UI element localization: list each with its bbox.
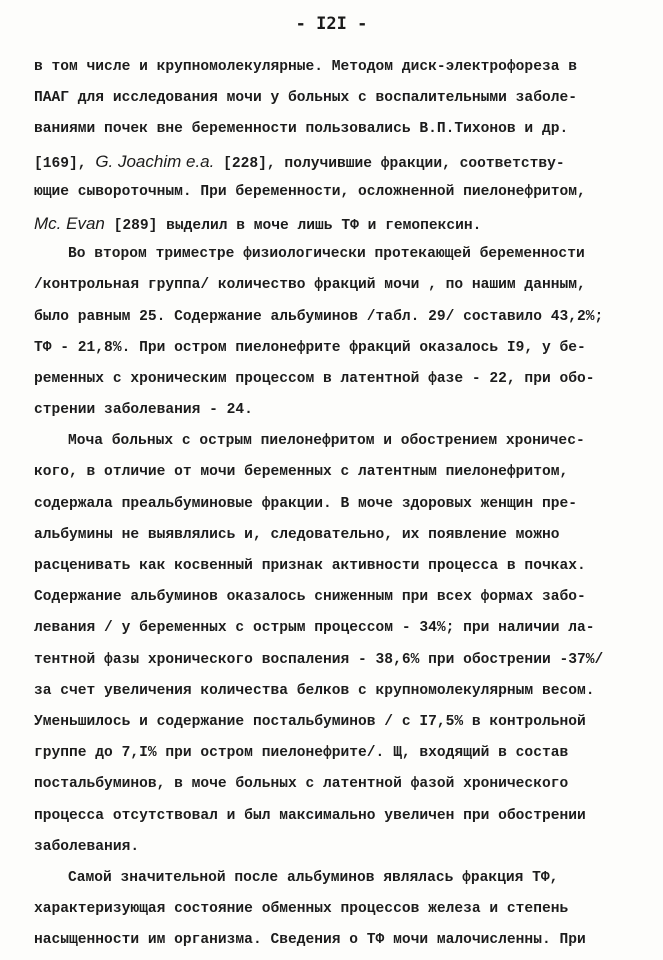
text-line: стрении заболевания - 24.: [34, 402, 253, 419]
text-line: расценивать как косвенный признак активности процесса в почках.: [34, 558, 586, 574]
citation-post: [228], получившие фракции, соответству-: [214, 155, 565, 172]
paragraph-first-line: Самой значительной после альбуминов являлась фракция ТФ,: [68, 869, 559, 886]
citation-post: [289] выделил в моче лишь ТФ и гемопексин.: [104, 217, 482, 234]
text-line: Содержание альбуминов оказалось сниженным при всех формах забо-: [34, 589, 586, 606]
page-number: - I2I -: [295, 14, 368, 34]
text-line: группе до 7,I% при остром пиелонефрите/. Щ, входящий в состав: [34, 745, 569, 762]
paragraph-first-line: Моча больных с острым пиелонефритом и обострением хроничес-: [68, 433, 585, 450]
text-line: было равным 25. Содержание альбуминов /табл. 29/ составило 43,2%;: [34, 308, 604, 325]
text-line: ваниями почек вне беременности пользовались В.П.Тихонов и др.: [34, 121, 569, 138]
text-line: Уменьшилось и содержание постальбуминов / с I7,5% в контрольной: [34, 713, 586, 730]
text-line: ющие сывороточным. При беременности, осложненной пиелонефритом,: [34, 183, 586, 200]
text-line: заболевания.: [34, 838, 140, 855]
body-text: [34, 52, 634, 956]
author-name: G. Joachim e.a.: [95, 151, 215, 171]
text-line: в том числе и крупномолекулярные. Методом диск-электрофореза в: [34, 59, 577, 75]
text-line: насыщенности им организма. Сведения о ТФ мочи малочисленны. При: [34, 932, 586, 949]
text-line: постальбуминов, в моче больных с латентной фазой хронического: [34, 776, 569, 793]
text-line: процесса отсутствовал и был максимально увеличен при обострении: [34, 807, 586, 824]
text-line: ременных с хроническим процессом в латентной фазе - 22, при обо-: [34, 370, 595, 387]
text-line: кого, в отличие от мочи беременных с латентным пиелонефритом,: [34, 464, 569, 481]
citation-pre: [169],: [34, 155, 96, 172]
text-line: ТФ - 21,8%. При остром пиелонефрите фракций оказалось I9, у бе-: [34, 339, 586, 356]
text-line: содержала преальбуминовые фракции. В моче здоровых женщин пре-: [34, 495, 577, 512]
text-line: тентной фазы хронического воспаления - 38,6% при обострении -37%/: [34, 651, 604, 668]
paragraph-first-line: Во втором триместре физиологически протекающей беременности: [68, 246, 585, 263]
text-line: ПААГ для исследования мочи у больных с воспалительными заболе-: [34, 90, 577, 107]
text-line-with-citation: [34, 146, 634, 177]
text-line: левания / у беременных с острым процессом - 34%; при наличии ла-: [34, 620, 595, 637]
text-line: за счет увеличения количества белков с крупномолекулярным весом.: [34, 682, 595, 699]
text-line: /контрольная группа/ количество фракций мочи , по нашим данным,: [34, 277, 586, 294]
text-line: характеризующая состояние обменных процессов железа и степень: [34, 901, 569, 918]
text-line: альбумины не выявлялись и, следовательно, их появление можно: [34, 526, 560, 543]
author-name: Mc. Evan: [34, 213, 105, 233]
text-line-with-citation: [34, 208, 634, 239]
